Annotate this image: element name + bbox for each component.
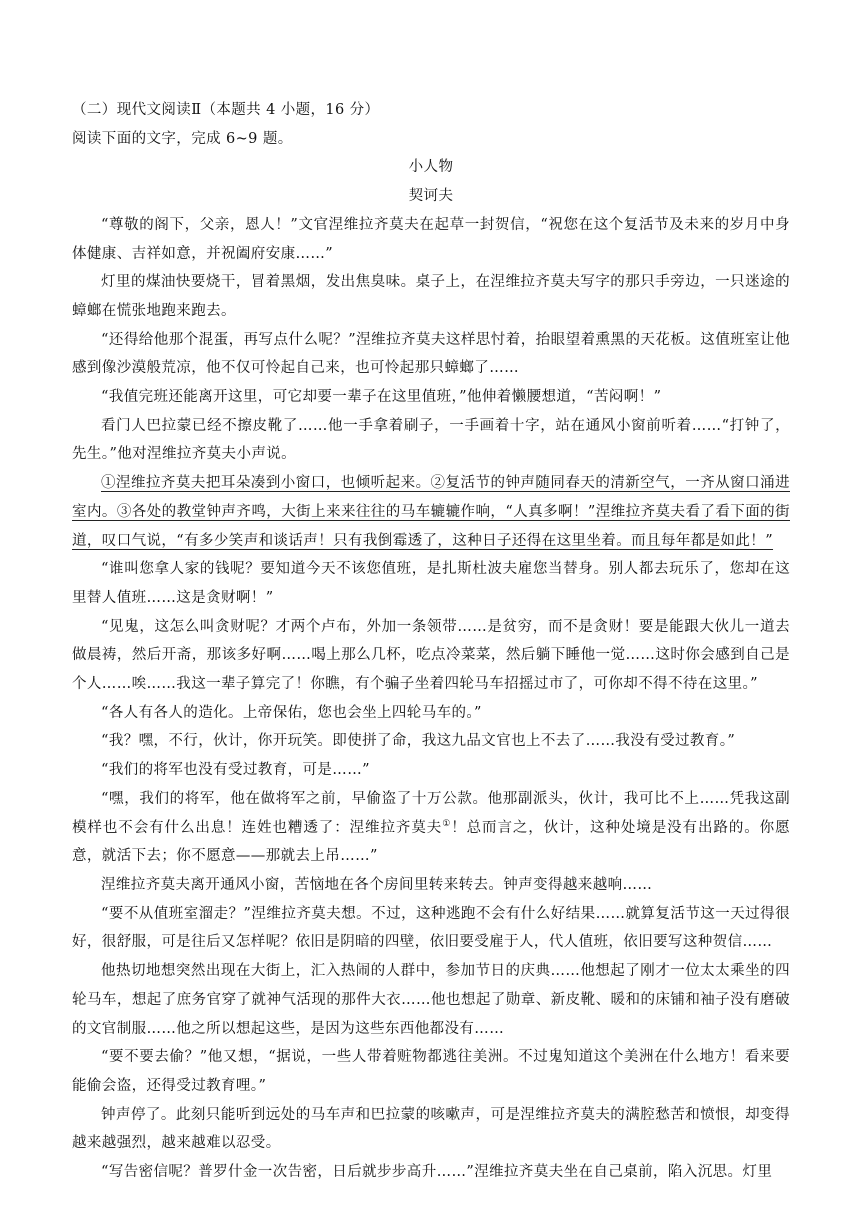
- paragraph: “要不从值班室溜走？”涅维拉齐莫夫想。不过，这种逃跑不会有什么好结果……就算复活节这一天过得很好，很舒服，可是往后又怎样呢？依旧是阴暗的四壁，依旧要受雇于人，代人值班，依旧要写这种贺信……: [72, 905, 790, 951]
- paragraph: 钟声停了。此刻只能听到远处的马车声和巴拉蒙的咳嗽声，可是涅维拉齐莫夫的满腔愁苦和愤恨，却变得越来越强烈，越来越难以忍受。: [72, 1106, 790, 1152]
- paragraph-text: ！总而言之，伙计，这种处境是没有出路的。你愿意，就活下去；你不愿意——那就去上吊……”: [72, 819, 790, 865]
- article-author: 契诃夫: [408, 188, 454, 205]
- paragraph: 看门人巴拉蒙已经不擦皮靴了……他一手拿着刷子，一手画着十字，站在通风小窗前听着……“打钟了，先生。”他对涅维拉齐莫夫小声说。: [72, 417, 790, 463]
- reading-instruction: 阅读下面的文字，完成 6~9 题。: [72, 130, 293, 147]
- article-title: 小人物: [408, 159, 454, 176]
- section-heading: （二）现代文阅读Ⅱ（本题共 4 小题，16 分）: [72, 102, 380, 118]
- paragraph: “各人有各人的造化。上帝保佑，您也会坐上四轮马车的。”: [101, 704, 482, 721]
- paragraph-text: “嘿，我们的将军，他在做将军之前，早偷盗了十万公款。他那副派头，伙计，我可比不上……凭我这副模样也不会有什么出息！连姓也糟透了：涅维拉齐莫夫: [72, 790, 790, 836]
- footnote-marker: ①: [442, 818, 452, 829]
- paragraph: “尊敬的阁下，父亲，恩人！”文官涅维拉齐莫夫在起草一封贺信，“祝您在这个复活节及未来的岁月中身体健康、吉祥如意，并祝阖府安康……”: [72, 216, 790, 262]
- underlined-sentences: ①涅维拉齐莫夫把耳朵凑到小窗口，也倾听起来。②复活节的钟声随同春天的清新空气，一齐从窗口涌进室内。③各处的教堂钟声齐鸣，大街上来来往往的马车辘辘作响，“人真多啊！”涅维拉齐莫夫看了看下面的街道，叹口气说，“有多少笑声和谈话声！只有我倒霉透了，这种日子还得在这里坐着。而且每年都是如此！”: [72, 475, 790, 549]
- paragraph: “我们的将军也没有受过教育，可是……”: [101, 762, 370, 779]
- paragraph: 涅维拉齐莫夫离开通风小窗，苦恼地在各个房间里转来转去。钟声变得越来越响……: [101, 876, 653, 893]
- paragraph: “要不要去偷？”他又想，“据说，一些人带着赃物都逃往美洲。不过鬼知道这个美洲在什么地方！看来要能偷会盗，还得受过教育哩。”: [72, 1049, 790, 1094]
- paragraph: “写告密信呢？普罗什金一次告密，日后就步步高升……”涅维拉齐莫夫坐在自己桌前，陷入沉思。灯里: [101, 1164, 773, 1181]
- paragraph: 他热切地想突然出现在大街上，汇入热闹的人群中，参加节日的庆典……他想起了刚才一位太太乘坐的四轮马车，想起了庶务官穿了就神气活现的那件大衣……他也想起了勋章、新皮靴、暖和的床铺和袖子没有磨破的文官制服……他之所以想起这些，是因为这些东西他都没有……: [72, 963, 790, 1037]
- paragraph: “见鬼，这怎么叫贪财呢？才两个卢布，外加一条领带……是贫穷，而不是贪财！要是能跟大伙儿一道去做晨祷，然后开斋，那该多好啊……喝上那么几杯，吃点冷菜菜，然后躺下睡他一觉……这时你会感到自己是个人……唉……我这一辈子算完了！你瞧，有个骗子坐着四轮马车招摇过市了，可你却不得不待在这里。”: [72, 618, 790, 693]
- paragraph-with-footnote: [72, 785, 790, 871]
- paragraph: “还得给他那个混蛋，再写点什么呢？”涅维拉齐莫夫这样思忖着，抬眼望着熏黑的天花板。这值班室让他感到像沙漠般荒凉，他不仅可怜起自己来，也可怜起那只蟑螂了……: [72, 331, 790, 377]
- paragraph: 灯里的煤油快要烧干，冒着黑烟，发出焦臭味。桌子上，在涅维拉齐莫夫写字的那只手旁边，一只迷途的蟑螂在慌张地跑来跑去。: [72, 274, 790, 319]
- paragraph: “我值完班还能离开这里，可它却要一辈子在这里值班，”他伸着懒腰想道，“苦闷啊！”: [101, 389, 662, 406]
- paragraph: “我？嘿，不行，伙计，你开玩笑。即使拼了命，我这九品文官也上不去了……我没有受过教育。”: [101, 733, 736, 750]
- paragraph: “谁叫您拿人家的钱呢？要知道今天不该您值班，是扎斯杜波夫雇您当替身。别人都去玩乐了，您却在这里替人值班……这是贪财啊！”: [72, 561, 790, 606]
- document-page: [72, 96, 790, 1187]
- underlined-paragraph: [72, 469, 790, 555]
